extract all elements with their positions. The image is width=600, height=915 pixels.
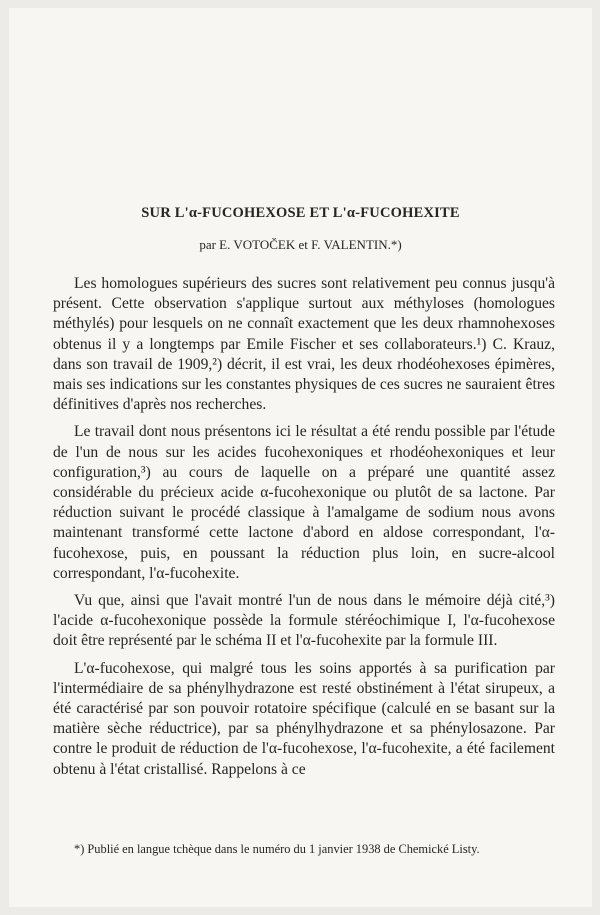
footnotes	[53, 840, 555, 858]
paragraph-1: Les homologues supérieurs des sucres sont relativement peu connus jusqu'à présent. Cette observation s'applique surtout aux méthyloses (homologues méthylés) pour lesquels on ne connaît exactement que les deux rhamnohexoses obtenus il y a longtemps par Emile Fischer et ses collaborateurs.¹) C. Krauz, dans son travail de 1909,²) décrit, il est vrai, les deux rhodéohexoses épimères, mais ses indications sur les constantes physiques de ces sucres ne sauraient êtres définitives d'après nos recherches.	[53, 275, 555, 414]
article-byline: par E. VOTOČEK et F. VALENTIN.*)	[199, 237, 402, 252]
footnote: *) Publié en langue tchèque dans le numéro du 1 janvier 1938 de Chemické Listy.	[74, 842, 480, 856]
page	[9, 8, 592, 907]
article-title: SUR L'α-FUCOHEXOSE ET L'α-FUCOHEXITE	[141, 205, 460, 221]
paragraph-3: Vu que, ainsi que l'avait montré l'un de nous dans le mémoire déjà cité,³) l'acide α-fucohexonique possède la formule stéréochimique I, l'α-fucohexose doit être représenté par le schéma II et l'α-fucohexite par la formule III.	[53, 592, 555, 650]
article-body	[53, 274, 555, 787]
paragraph-4: L'α-fucohexose, qui malgré tous les soins apportés à sa purification par l'intermédiaire de sa phénylhydrazone est resté obstinément à l'état sirupeux, a été caractérisé par son pouvoir rotatoire spécifique (calculé en se basant sur la matière sèche réductrice), par sa phénylhydrazone et sa phénylosazone. Par contre le produit de réduction de l'α-fucohexose, l'α-fucohexite, a été facilement obtenu à l'état cristallisé. Rappelons à ce	[53, 659, 555, 778]
paragraph-2: Le travail dont nous présentons ici le résultat a été rendu possible par l'étude de l'un de nous sur les acides fucohexoniques et rhodéohexoniques et leur configuration,³) au cours de laquelle on a préparé une quantité assez considérable du précieux acide α-fucohexonique ou plutôt de sa lactone. Par réduction suivant le procédé classique à l'amalgame de sodium nous avons maintenant transformé cette lactone d'abord en aldose correspondant, l'α-fucohexose, puis, en poussant la réduction plus loin, en sucre-alcool correspondant, l'α-fucohexite.	[53, 423, 555, 582]
